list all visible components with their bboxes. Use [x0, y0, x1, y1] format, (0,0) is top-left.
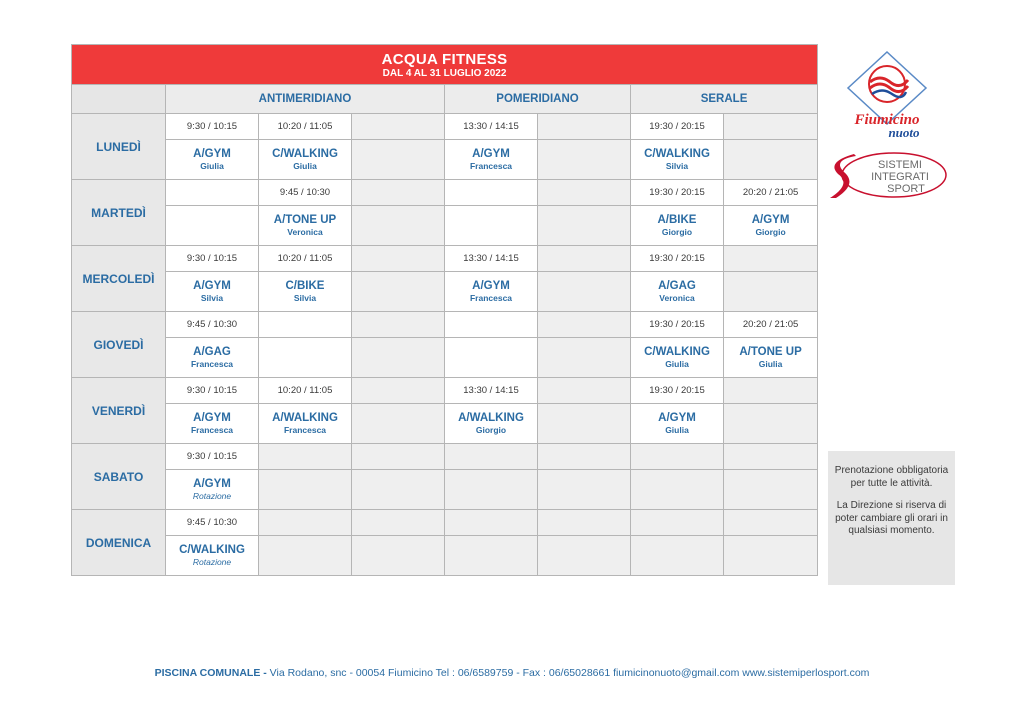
- slot-activity-cell: [445, 470, 538, 510]
- schedule-table: [71, 44, 818, 576]
- logo-sistemi-text: SISTEMI: [877, 159, 923, 171]
- instructor-name: Giorgio: [755, 227, 786, 237]
- slot-time-cell: [445, 246, 538, 272]
- slot-time: 19:30 / 20:15: [649, 319, 705, 330]
- slot-time-cell: [352, 378, 445, 404]
- period-header-antimeridiano: ANTIMERIDIANO: [166, 85, 445, 114]
- slot-activity-cell: [352, 272, 445, 312]
- footer-name: PISCINA COMUNALE -: [154, 667, 267, 679]
- slot-time-cell: [166, 246, 259, 272]
- slot-time-cell: [259, 114, 352, 140]
- slot-activity-cell: [724, 338, 818, 378]
- slot-time-cell: [445, 444, 538, 470]
- slot-activity-cell: [445, 338, 538, 378]
- slot-activity-cell: [259, 140, 352, 180]
- slot-time-cell: [538, 246, 631, 272]
- day-time-row: [72, 444, 818, 470]
- slot-time-cell: [166, 510, 259, 536]
- slot-time: 13:30 / 14:15: [463, 121, 519, 132]
- slot-activity-cell: [724, 536, 818, 576]
- slot-time-cell: [166, 312, 259, 338]
- activity-name: A/GYM: [193, 148, 231, 160]
- sistemi-integrati-sport-logo: [826, 150, 950, 204]
- slot-time: 9:30 / 10:15: [186, 253, 238, 264]
- slot-activity-cell: [259, 272, 352, 312]
- slot-time-cell: [538, 312, 631, 338]
- slot-activity-cell: [352, 536, 445, 576]
- instructor-name: Silvia: [665, 161, 689, 171]
- slot-time-cell: [631, 510, 724, 536]
- activity-name: A/GYM: [193, 280, 231, 292]
- day-activity-row: [72, 140, 818, 180]
- logo-integrati-text: INTEGRATI: [871, 171, 929, 183]
- slot-activity-cell: [445, 536, 538, 576]
- activity-name: A/BIKE: [657, 214, 697, 226]
- instructor-name: Giulia: [200, 161, 224, 171]
- activity-name: A/GYM: [472, 148, 510, 160]
- slot-time: 19:30 / 20:15: [649, 121, 705, 132]
- slot-time: 9:45 / 10:30: [186, 517, 238, 528]
- slot-time-cell: [445, 510, 538, 536]
- day-activity-row: [72, 272, 818, 312]
- instructor-name: Giulia: [665, 359, 689, 369]
- slot-time-cell: [352, 114, 445, 140]
- slot-time: 9:30 / 10:15: [186, 385, 238, 396]
- slot-time-cell: [538, 444, 631, 470]
- slot-time-cell: [631, 444, 724, 470]
- day-time-row: [72, 246, 818, 272]
- day-label: GIOVEDÌ: [72, 312, 166, 378]
- slot-time-cell: [724, 444, 818, 470]
- day-label: DOMENICA: [72, 510, 166, 576]
- day-activity-row: [72, 338, 818, 378]
- slot-activity-cell: [631, 272, 724, 312]
- slot-activity-cell: [352, 404, 445, 444]
- slot-activity-cell: [259, 206, 352, 246]
- slot-time: 19:30 / 20:15: [649, 187, 705, 198]
- activity-name: C/WALKING: [179, 544, 245, 556]
- slot-time: 19:30 / 20:15: [649, 253, 705, 264]
- instructor-name: Giorgio: [475, 425, 507, 435]
- logo-fiumicino-text: Fiumicino: [854, 112, 920, 128]
- day-label: SABATO: [72, 444, 166, 510]
- instructor-name: Francesca: [469, 161, 513, 171]
- instructor-name: Giulia: [293, 161, 317, 171]
- slot-time: 10:20 / 11:05: [277, 121, 333, 132]
- slot-time-cell: [259, 312, 352, 338]
- instructor-name: Silvia: [293, 293, 317, 303]
- instructor-name: Francesca: [190, 359, 234, 369]
- day-time-row: [72, 378, 818, 404]
- slot-time-cell: [166, 378, 259, 404]
- instructor-name: Giulia: [665, 425, 689, 435]
- slot-time: 9:30 / 10:15: [186, 451, 238, 462]
- title-text: ACQUA FITNESS: [381, 51, 508, 68]
- slot-activity-cell: [445, 206, 538, 246]
- slot-activity-cell: [538, 470, 631, 510]
- activity-name: A/GYM: [193, 478, 231, 490]
- slot-activity-cell: [166, 206, 259, 246]
- day-label: LUNEDÌ: [72, 114, 166, 180]
- slot-time-cell: [445, 312, 538, 338]
- instructor-name: Veronica: [659, 293, 695, 303]
- activity-name: C/WALKING: [644, 346, 710, 358]
- activity-name: A/GYM: [658, 412, 696, 424]
- slot-time-cell: [259, 378, 352, 404]
- slot-activity-cell: [538, 536, 631, 576]
- slot-time: 13:30 / 14:15: [463, 385, 519, 396]
- slot-time-cell: [352, 180, 445, 206]
- slot-time: 10:20 / 11:05: [277, 253, 333, 264]
- slot-time-cell: [631, 312, 724, 338]
- activity-name: A/GYM: [193, 412, 231, 424]
- schedule-body: [72, 114, 818, 576]
- subtitle-text: DAL 4 AL 31 LUGLIO 2022: [382, 68, 507, 79]
- notice-booking: Prenotazione obbligatoria per tutte le attività.: [834, 465, 949, 489]
- slot-time-cell: [538, 378, 631, 404]
- slot-time-cell: [724, 246, 818, 272]
- slot-time-cell: [538, 510, 631, 536]
- slot-activity-cell: [352, 338, 445, 378]
- slot-activity-cell: [538, 140, 631, 180]
- slot-activity-cell: [352, 470, 445, 510]
- slot-time: 9:45 / 10:30: [186, 319, 238, 330]
- slot-time-cell: [724, 180, 818, 206]
- slot-time-cell: [259, 246, 352, 272]
- day-activity-row: [72, 470, 818, 510]
- activity-name: C/WALKING: [644, 148, 710, 160]
- slot-time: 10:20 / 11:05: [277, 385, 333, 396]
- slot-activity-cell: [166, 470, 259, 510]
- activity-name: C/BIKE: [285, 280, 325, 292]
- activity-name: A/GYM: [751, 214, 790, 226]
- instructor-name: Francesca: [469, 293, 513, 303]
- slot-time-cell: [352, 246, 445, 272]
- logo-nuoto-text: nuoto: [888, 125, 920, 140]
- slot-activity-cell: [538, 338, 631, 378]
- slot-time-cell: [445, 378, 538, 404]
- slot-time: 20:20 / 21:05: [742, 319, 799, 330]
- slot-time-cell: [724, 114, 818, 140]
- activity-name: A/GAG: [193, 346, 231, 358]
- slot-time-cell: [631, 246, 724, 272]
- slot-time-cell: [352, 444, 445, 470]
- day-activity-row: [72, 536, 818, 576]
- slot-time-cell: [445, 180, 538, 206]
- instructor-name: Rotazione: [192, 491, 232, 501]
- day-time-row: [72, 312, 818, 338]
- notice-management: La Direzione si riserva di poter cambiare gli orari in qualsiasi momento.: [835, 500, 948, 536]
- period-header-pomeridiano: POMERIDIANO: [445, 85, 631, 114]
- slot-time-cell: [259, 180, 352, 206]
- slot-activity-cell: [259, 338, 352, 378]
- slot-time-cell: [445, 114, 538, 140]
- schedule-title: [72, 45, 818, 85]
- slot-activity-cell: [538, 404, 631, 444]
- slot-time-cell: [259, 510, 352, 536]
- activity-name: A/TONE UP: [273, 214, 337, 226]
- slot-time-cell: [538, 114, 631, 140]
- slot-activity-cell: [724, 404, 818, 444]
- slot-activity-cell: [259, 470, 352, 510]
- slot-activity-cell: [724, 206, 818, 246]
- slot-time-cell: [166, 444, 259, 470]
- instructor-name: Giorgio: [661, 227, 693, 237]
- slot-time: 13:30 / 14:15: [463, 253, 519, 264]
- slot-activity-cell: [631, 140, 724, 180]
- slot-activity-cell: [538, 272, 631, 312]
- slot-time-cell: [166, 180, 259, 206]
- slot-time-cell: [724, 312, 818, 338]
- day-label: MARTEDÌ: [72, 180, 166, 246]
- slot-time: 9:45 / 10:30: [279, 187, 331, 198]
- slot-activity-cell: [631, 338, 724, 378]
- slot-activity-cell: [724, 140, 818, 180]
- slot-time: 9:30 / 10:15: [186, 121, 238, 132]
- period-header-serale: SERALE: [631, 85, 818, 114]
- instructor-name: Francesca: [190, 425, 234, 435]
- slot-activity-cell: [631, 536, 724, 576]
- slot-activity-cell: [445, 272, 538, 312]
- slot-activity-cell: [538, 206, 631, 246]
- slot-activity-cell: [166, 404, 259, 444]
- footer-contacts: Via Rodano, snc - 00054 Fiumicino Tel : 06/6589759 - Fax : 06/65028661 fiumicinonuoto@gmail.com www.sistemiperlosport.com: [266, 667, 870, 679]
- slot-activity-cell: [166, 140, 259, 180]
- activity-name: C/WALKING: [272, 148, 338, 160]
- slot-time-cell: [352, 312, 445, 338]
- slot-time-cell: [631, 378, 724, 404]
- instructor-name: Giulia: [758, 359, 783, 369]
- slot-time: 19:30 / 20:15: [649, 385, 705, 396]
- day-activity-row: [72, 206, 818, 246]
- activity-name: A/GYM: [472, 280, 510, 292]
- slot-activity-cell: [445, 140, 538, 180]
- day-time-row: [72, 114, 818, 140]
- slot-time-cell: [166, 114, 259, 140]
- fiumicino-nuoto-logo: [842, 44, 932, 140]
- activity-name: A/WALKING: [458, 412, 524, 424]
- slot-time-cell: [724, 378, 818, 404]
- slot-activity-cell: [631, 404, 724, 444]
- slot-activity-cell: [259, 536, 352, 576]
- day-label: VENERDÌ: [72, 378, 166, 444]
- slot-time: 20:20 / 21:05: [742, 187, 799, 198]
- activity-name: A/GAG: [658, 280, 696, 292]
- activity-name: A/TONE UP: [739, 346, 802, 358]
- slot-activity-cell: [166, 338, 259, 378]
- day-label: MERCOLEDÌ: [72, 246, 166, 312]
- slot-time-cell: [631, 114, 724, 140]
- logo-sport-text: SPORT: [887, 183, 925, 195]
- slot-time-cell: [352, 510, 445, 536]
- instructor-name: Rotazione: [192, 557, 232, 567]
- instructor-name: Silvia: [200, 293, 224, 303]
- slot-time-cell: [259, 444, 352, 470]
- footer: [0, 667, 1024, 679]
- slot-activity-cell: [352, 140, 445, 180]
- slot-activity-cell: [166, 272, 259, 312]
- slot-activity-cell: [724, 470, 818, 510]
- corner-cell: [72, 85, 166, 114]
- slot-activity-cell: [631, 470, 724, 510]
- slot-activity-cell: [445, 404, 538, 444]
- slot-activity-cell: [166, 536, 259, 576]
- slot-time-cell: [631, 180, 724, 206]
- day-time-row: [72, 180, 818, 206]
- slot-time-cell: [538, 180, 631, 206]
- day-time-row: [72, 510, 818, 536]
- slot-activity-cell: [724, 272, 818, 312]
- notice-box: [828, 451, 955, 585]
- slot-activity-cell: [352, 206, 445, 246]
- instructor-name: Veronica: [287, 227, 323, 237]
- slot-activity-cell: [631, 206, 724, 246]
- day-activity-row: [72, 404, 818, 444]
- slot-activity-cell: [259, 404, 352, 444]
- slot-time-cell: [724, 510, 818, 536]
- activity-name: A/WALKING: [272, 412, 338, 424]
- instructor-name: Francesca: [283, 425, 327, 435]
